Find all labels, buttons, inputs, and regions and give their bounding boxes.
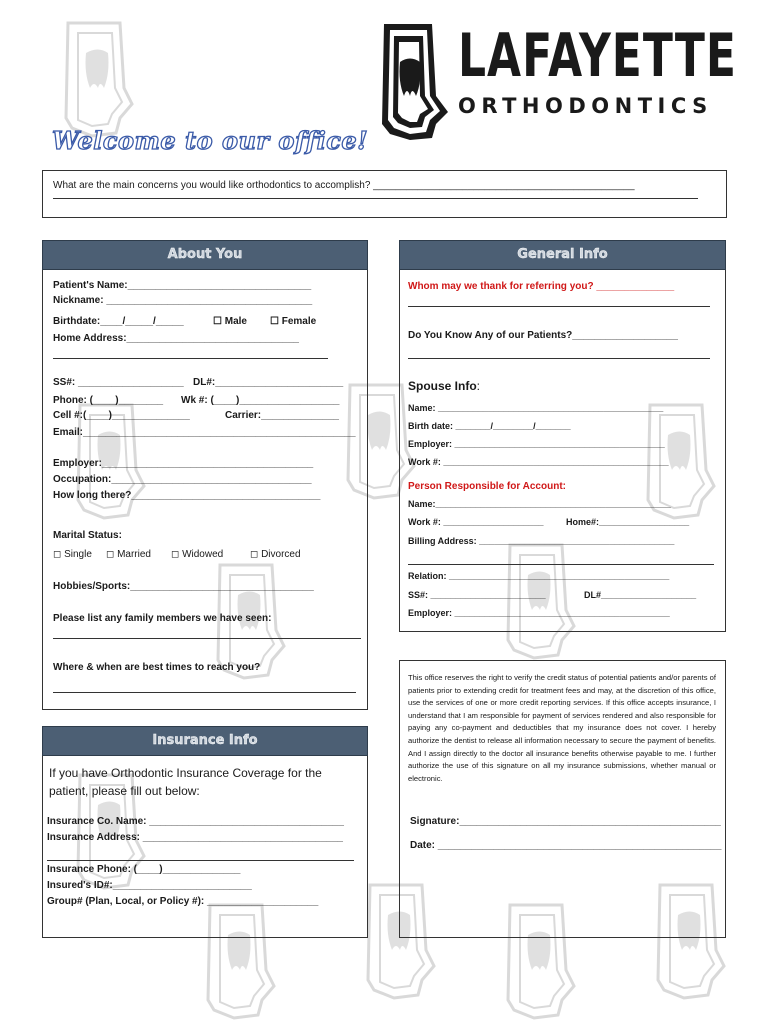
best-times-line[interactable] (53, 692, 356, 693)
spouse-birth-field[interactable]: Birth date: _______/________/_______ (408, 421, 571, 431)
indiana-state-tooth-icon (380, 22, 452, 142)
birthdate-field[interactable]: Birthdate:____/_____/_____ (53, 316, 184, 327)
marital-divorced-checkbox[interactable]: ◻ Divorced (250, 549, 301, 560)
signature-field[interactable]: Signature:_______________________________________________ (410, 816, 721, 827)
general-info-header: General Info (399, 240, 726, 270)
billing-address-field[interactable]: Billing Address: _______________________________________ (408, 536, 675, 546)
date-field[interactable]: Date: ___________________________________________________ (410, 840, 722, 851)
dl-field[interactable]: DL#:_______________________ (193, 377, 344, 388)
spouse-employer-field[interactable]: Employer: __________________________________________ (408, 439, 665, 449)
how-long-field[interactable]: How long there?__________________________________ (53, 490, 321, 501)
family-members-line[interactable] (53, 638, 361, 639)
email-field[interactable]: Email:_________________________________________________ (53, 427, 356, 438)
ss-field[interactable]: SS#: ___________________ (53, 377, 184, 388)
employer-field[interactable]: Employer:______________________________________ (53, 458, 314, 469)
insurance-address-field[interactable]: Insurance Address: ____________________________________ (47, 832, 343, 843)
spouse-name-field[interactable]: Name: _____________________________________________ (408, 403, 664, 413)
resp-work-field[interactable]: Work #: ____________________ (408, 517, 544, 527)
resp-dl-field[interactable]: DL#___________________ (584, 590, 697, 600)
referral-line[interactable] (408, 306, 710, 307)
occupation-field[interactable]: Occupation:____________________________________ (53, 474, 312, 485)
cell-field[interactable]: Cell #:(____)______________ (53, 410, 190, 421)
insurance-intro: If you have Orthodontic Insurance Coverage for the patient, please fill out below: (49, 766, 322, 798)
logo-title: LAFAYETTE (458, 22, 737, 91)
logo-subtitle: ORTHODONTICS (458, 94, 713, 118)
responsible-party-label: Person Responsible for Account: (408, 481, 566, 492)
insurance-info-header: Insurance Info (42, 726, 368, 756)
concerns-box (42, 170, 727, 218)
marital-married-checkbox[interactable]: ◻ Married (106, 549, 151, 560)
home-address-field[interactable]: Home Address:_______________________________ (53, 333, 299, 344)
about-you-header: About You (42, 240, 368, 270)
work-phone-field[interactable]: Wk #: (____)__________________ (181, 395, 340, 406)
insurance-company-field[interactable]: Insurance Co. Name: ___________________________________ (47, 816, 344, 827)
watermark-indiana-tooth-icon (58, 18, 138, 138)
group-number-field[interactable]: Group# (Plan, Local, or Policy #): ____________________ (47, 896, 319, 907)
insurance-address-line[interactable] (47, 860, 354, 861)
insurance-phone-field[interactable]: Insurance Phone: (____)______________ (47, 864, 241, 875)
female-checkbox[interactable]: ☐ Female (270, 316, 317, 327)
resp-employer-field[interactable]: Employer: ___________________________________________ (408, 608, 670, 618)
carrier-field[interactable]: Carrier:______________ (225, 410, 339, 421)
know-patients-field[interactable]: Do You Know Any of our Patients?___________________ (408, 330, 678, 341)
marital-single-checkbox[interactable]: ◻ Single (53, 549, 92, 560)
resp-home-field[interactable]: Home#:__________________ (566, 517, 690, 527)
relation-field[interactable]: Relation: ____________________________________________ (408, 571, 670, 581)
marital-status-label: Marital Status: (53, 530, 122, 541)
billing-address-line[interactable] (408, 564, 714, 565)
male-checkbox[interactable]: ☐ Male (213, 316, 247, 327)
resp-ss-field[interactable]: SS#: _______________________ (408, 590, 546, 600)
nickname-field[interactable]: Nickname: _____________________________________ (53, 295, 313, 306)
resp-name-field[interactable]: Name:_______________________________________________ (408, 499, 671, 509)
spouse-work-field[interactable]: Work #: _____________________________________________ (408, 457, 669, 467)
referral-field[interactable]: Whom may we thank for referring you? ______________ (408, 281, 675, 292)
welcome-heading: Welcome to our office! (52, 126, 369, 155)
family-members-label: Please list any family members we have seen: (53, 613, 272, 624)
concerns-answer-line[interactable] (53, 198, 698, 199)
insured-id-field[interactable]: Insured's ID#:_________________________ (47, 880, 252, 891)
phone-field[interactable]: Phone: (____)________ (53, 395, 164, 406)
marital-widowed-checkbox[interactable]: ◻ Widowed (171, 549, 224, 560)
patient-name-field[interactable]: Patient's Name:_________________________________ (53, 280, 312, 291)
hobbies-field[interactable]: Hobbies/Sports:_________________________________ (53, 581, 314, 592)
know-patients-line[interactable] (408, 358, 710, 359)
concerns-question[interactable]: What are the main concerns you would like orthodontics to accomplish? _______________________________________________ (53, 180, 635, 191)
spouse-info-label: Spouse Info: (408, 379, 481, 393)
best-times-label: Where & when are best times to reach you? (53, 662, 261, 673)
consent-text: This office reserves the right to verify the credit status of potential patients and/or parents of patients prior to extending credit for treatment fees and may, at the discretion of this office, use the services of one or more credit reporting services. If this office accepts insurance, I understand that I am responsible for payment of services rendered and also responsible for paying any co-payment and deductibles that my insurance does not cover. I hereby authorize the dentist to release all information necessary to secure the payment of benefits. And I assign directly to the doctor all insurance benefits otherwise payable to me. I further authorize the use of this signature on all my insurance submissions, whether manual or electronic. (408, 673, 716, 783)
home-address-line[interactable] (53, 358, 328, 359)
